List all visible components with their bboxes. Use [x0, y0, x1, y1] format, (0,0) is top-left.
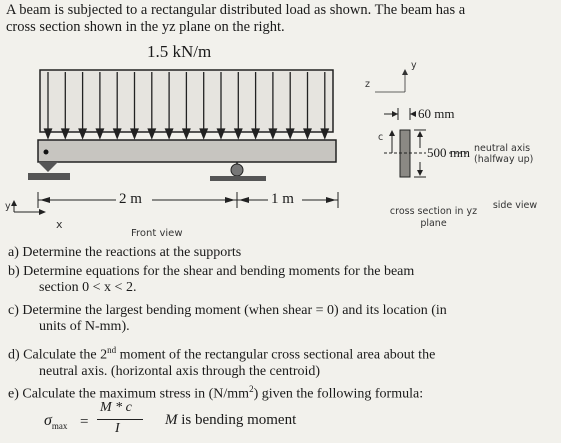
- sigma-symbol: σ: [44, 412, 52, 429]
- x-axis-label: x: [56, 218, 63, 231]
- load-arrow-head: [304, 129, 311, 138]
- load-arrow-head: [96, 129, 103, 138]
- z-axis-label: z: [365, 79, 370, 90]
- formula-equals: =: [80, 414, 89, 430]
- load-arrow-head: [252, 129, 259, 138]
- question-d: [8, 342, 435, 380]
- question-d-pre: d) Calculate the 2: [8, 347, 108, 363]
- y-axis-label: y: [5, 201, 11, 212]
- formula-numerator: M * c: [100, 400, 132, 415]
- load-arrow-head: [235, 129, 242, 138]
- c-label: c: [378, 132, 384, 143]
- load-arrow-head: [166, 129, 173, 138]
- question-d-sup: nd: [107, 345, 117, 355]
- ground-right: [210, 176, 266, 181]
- width-label: 60 mm: [418, 106, 455, 121]
- intro-line-2: cross section shown in the yz plane on the right.: [6, 19, 285, 35]
- load-arrow-head: [131, 129, 138, 138]
- formula-sigma: [44, 412, 67, 431]
- load-arrow-head: [321, 129, 328, 138]
- question-c-line-1: c) Determine the largest bending moment (when shear = 0) and its location (in: [8, 303, 447, 318]
- load-arrow-head: [218, 129, 225, 138]
- load-arrow-head: [269, 129, 276, 138]
- question-a: a) Determine the reactions at the supports: [8, 245, 242, 260]
- beam-end-dot: [44, 150, 49, 155]
- load-arrow-head: [183, 129, 190, 138]
- question-d-line-2: neutral axis. (horizontal axis through the centroid): [39, 363, 321, 379]
- load-arrow-head: [79, 129, 86, 138]
- question-b-line-2: section 0 < x < 2.: [39, 280, 137, 295]
- load-label: 1.5 kN/m: [147, 42, 212, 61]
- y-axis-side-label: y: [411, 60, 417, 71]
- load-arrow-head: [45, 129, 52, 138]
- beam: [38, 140, 336, 162]
- question-b-line-1: b) Determine equations for the shear and bending moments for the beam: [8, 264, 415, 279]
- fraction-bar: [97, 419, 143, 420]
- question-e-post: ) given the following formula:: [253, 386, 424, 402]
- question-c-line-2: units of N-mm).: [39, 319, 130, 334]
- front-view-label: Front view: [131, 228, 183, 239]
- sigma-sub: max: [51, 421, 68, 432]
- question-c: [8, 303, 447, 335]
- load-arrow-head: [200, 129, 207, 138]
- span-left-label: 2 m: [119, 191, 142, 207]
- question-b: [8, 264, 414, 296]
- side-view-label: side view: [492, 200, 538, 211]
- intro-line-1: A beam is subjected to a rectangular distributed load as shown. The beam has a: [6, 2, 466, 18]
- load-arrow-head: [62, 129, 69, 138]
- moment-note-text: is bending moment: [181, 412, 297, 428]
- question-d-post: moment of the rectangular cross sectional area about the: [116, 347, 436, 363]
- load-arrow-head: [287, 129, 294, 138]
- cross-section-label: cross section in yz plane: [389, 206, 478, 229]
- roller-support: [231, 164, 243, 176]
- question-e-sup: 2: [249, 384, 254, 394]
- load-arrow-head: [114, 129, 121, 138]
- span-right-label: 1 m: [271, 191, 294, 207]
- moment-note: M is bending moment: [165, 412, 297, 428]
- question-e: [8, 381, 423, 403]
- height-label: 500 mm: [427, 145, 470, 160]
- ground-left: [28, 173, 70, 180]
- formula-denominator: I: [115, 421, 120, 436]
- question-e-pre: e) Calculate the maximum stress in (N/mm: [8, 386, 250, 402]
- pin-support: [38, 162, 58, 172]
- neutral-axis-label: neutral axis (halfway up): [474, 143, 534, 165]
- load-arrow-head: [148, 129, 155, 138]
